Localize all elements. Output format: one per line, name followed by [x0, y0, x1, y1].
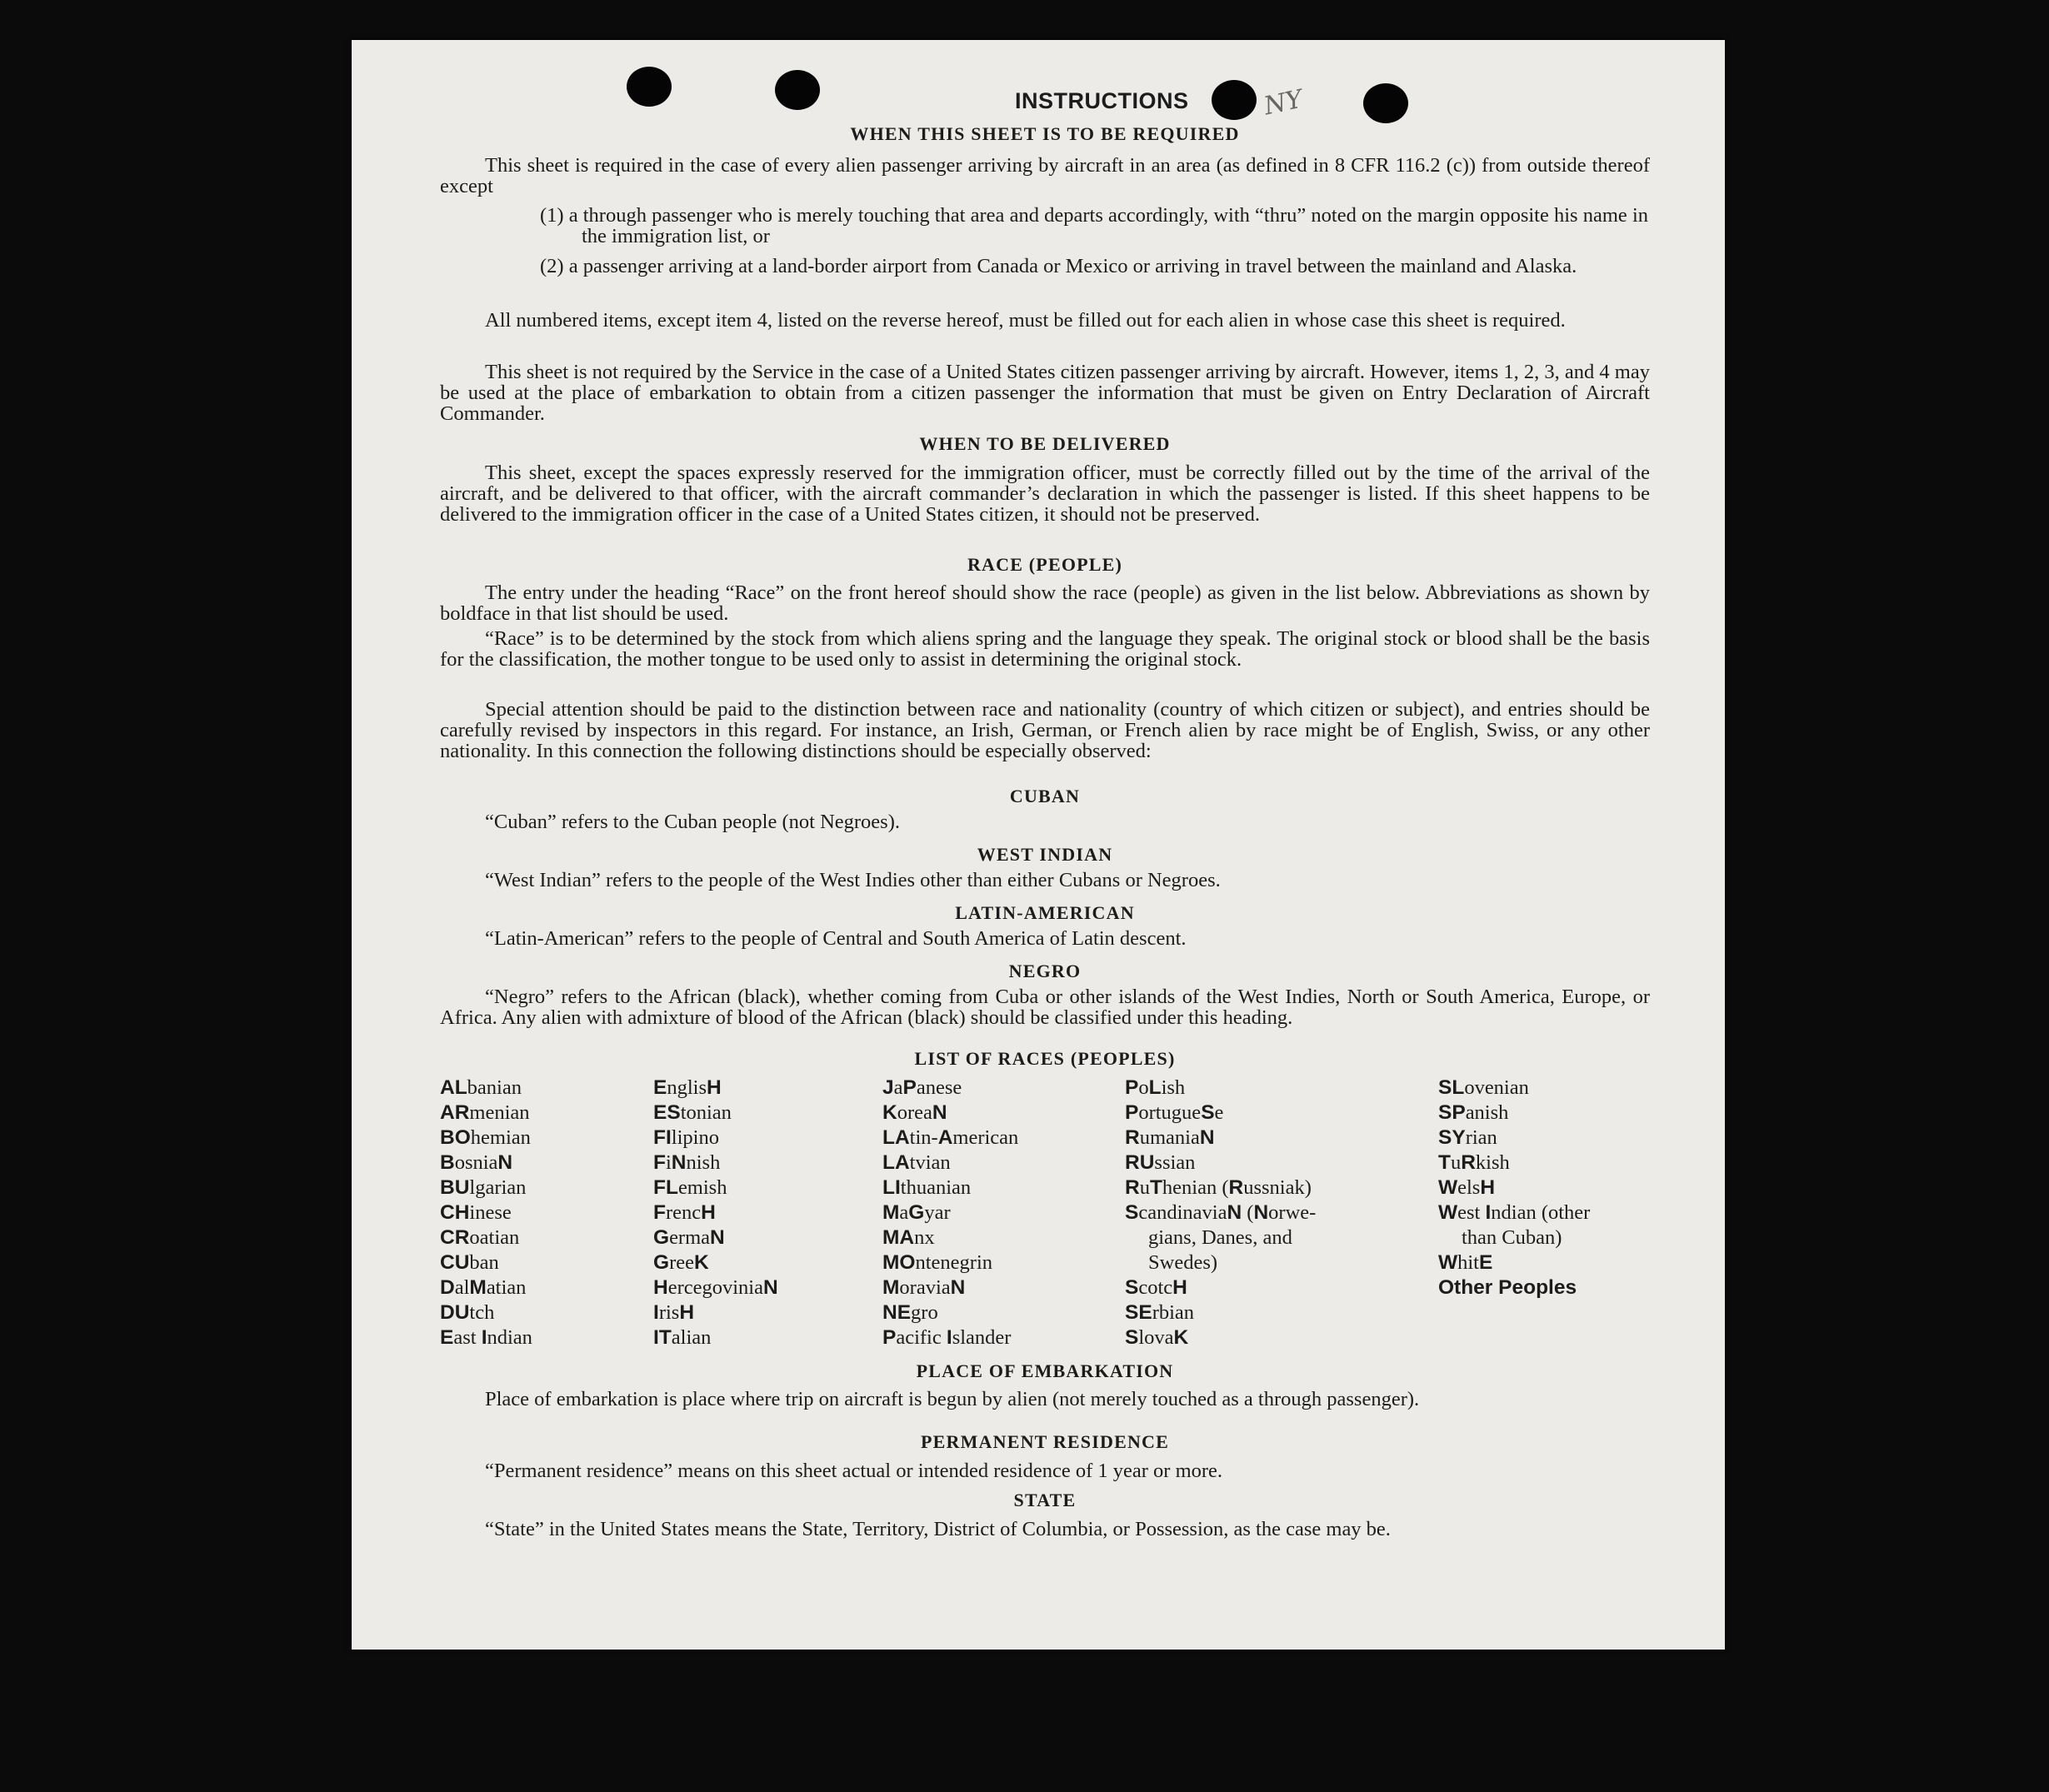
- heading-latin-american: LATIN-AMERICAN: [955, 902, 1135, 923]
- race-entry: ALbanian: [440, 1076, 522, 1099]
- heading-cuban: CUBAN: [1009, 786, 1081, 806]
- race-entry: GreeK: [653, 1251, 709, 1274]
- delivered-paragraph: This sheet, except the spaces expressly reserved for the immigration officer, must be correctly filled out by the time of the arrival of the aircraft, and be delivered to that officer, with the aircraft commander’s declaration in which the passenger is listed. If this sheet happens to be delivered to the immigration officer in the case of a United States citizen, it should not be preserved.: [440, 462, 1650, 526]
- race-entry: PortugueSe: [1125, 1101, 1224, 1124]
- race-entry: SPanish: [1438, 1101, 1509, 1124]
- race-entry: CRoatian: [440, 1226, 520, 1249]
- race-entry: MaGyar: [882, 1201, 951, 1224]
- race-entry: MAnx: [882, 1226, 935, 1249]
- race-entry: LAtvian: [882, 1151, 951, 1174]
- race-entry: LIthuanian: [882, 1176, 972, 1199]
- heading-list-of-races: LIST OF RACES (PEOPLES): [914, 1048, 1176, 1069]
- race-column-3: [882, 1076, 1018, 1350]
- race-entry: BosniaN: [440, 1151, 513, 1174]
- race-entry: FIlipino: [653, 1126, 719, 1149]
- race-entry: IrisH: [653, 1301, 695, 1324]
- race-entry: FiNnish: [653, 1151, 721, 1174]
- race-entry: Other Peoples: [1438, 1276, 1577, 1299]
- race-entry: WhitE: [1438, 1251, 1493, 1274]
- race-entry: EStonian: [653, 1101, 732, 1124]
- race-paragraph-2: “Race” is to be determined by the stock from which aliens spring and the language they speak. The original stock or blood shall be the basis for the classification, the mother tongue to be used only to assist in determining the original stock.: [440, 627, 1650, 671]
- heading-required: WHEN THIS SHEET IS TO BE REQUIRED: [850, 123, 1240, 144]
- race-entry: ARmenian: [440, 1101, 530, 1124]
- race-entry: FLemish: [653, 1176, 727, 1199]
- race-entry: ITalian: [653, 1326, 712, 1349]
- punch-hole: [775, 70, 820, 110]
- race-entry: CUban: [440, 1251, 499, 1274]
- race-entry: DUtch: [440, 1301, 495, 1324]
- negro-text: “Negro” refers to the African (black), whether coming from Cuba or other islands of the West Indies, North or South America, Europe, or Africa. Any alien with admixture of blood of the African (black) should be classified under this heading.: [440, 986, 1650, 1029]
- race-entry: FrencH: [653, 1201, 716, 1224]
- race-column-1: [440, 1076, 532, 1350]
- exception-item-1: (1) a through passenger who is merely touching that area and departs accordingly, with “thru” noted on the margin opposite his name in the immigration list, or: [540, 204, 1648, 247]
- race-entry: WelsH: [1438, 1176, 1496, 1199]
- state-text: “State” in the United States means the State, Territory, District of Columbia, or Possession, as the case may be.: [485, 1518, 1391, 1540]
- race-entry: than Cuban): [1462, 1226, 1562, 1249]
- race-column-4: [1125, 1076, 1316, 1350]
- punch-hole: [1212, 80, 1257, 120]
- race-entry: MOntenegrin: [882, 1251, 993, 1274]
- punch-hole: [1363, 83, 1408, 123]
- residence-text: “Permanent residence” means on this sheet actual or intended residence of 1 year or more.: [485, 1460, 1223, 1482]
- race-entry: DalMatian: [440, 1276, 527, 1299]
- heading-race: RACE (PEOPLE): [967, 554, 1123, 575]
- latin-american-text: “Latin-American” refers to the people of Central and South America of Latin descent.: [485, 927, 1187, 950]
- race-entry: SYrian: [1438, 1126, 1497, 1149]
- race-entry: JaPanese: [882, 1076, 962, 1099]
- race-entry: Pacific Islander: [882, 1326, 1012, 1349]
- cuban-text: “Cuban” refers to the Cuban people (not Negroes).: [485, 811, 900, 833]
- race-entry: TuRkish: [1438, 1151, 1510, 1174]
- race-entry: BOhemian: [440, 1126, 531, 1149]
- race-entry: SErbian: [1125, 1301, 1195, 1324]
- race-entry: SLovenian: [1438, 1076, 1529, 1099]
- race-entry: ScandinaviaN (Norwe-: [1125, 1201, 1317, 1224]
- heading-negro: NEGRO: [1008, 961, 1082, 981]
- race-entry: MoraviaN: [882, 1276, 966, 1299]
- embarkation-text: Place of embarkation is place where trip on aircraft is begun by alien (not merely touched as a through passenger).: [485, 1388, 1420, 1410]
- heading-embarkation: PLACE OF EMBARKATION: [916, 1360, 1174, 1381]
- race-entry: HercegoviniaN: [653, 1276, 778, 1299]
- race-column-2: [653, 1076, 778, 1350]
- heading-delivered: WHEN TO BE DELIVERED: [919, 433, 1171, 454]
- page-title: INSTRUCTIONS: [1015, 88, 1189, 113]
- race-entry: BUlgarian: [440, 1176, 527, 1199]
- heading-west-indian: WEST INDIAN: [977, 844, 1113, 865]
- west-indian-text: “West Indian” refers to the people of the West Indies other than either Cubans or Negroes.: [485, 869, 1221, 891]
- document-page: [352, 40, 1725, 1650]
- race-column-5: [1438, 1076, 1590, 1300]
- race-entry: RuThenian (Russniak): [1125, 1176, 1312, 1199]
- race-entry: PoLish: [1125, 1076, 1186, 1099]
- race-entry: SlovaK: [1125, 1326, 1189, 1349]
- race-entry: Swedes): [1148, 1251, 1218, 1274]
- race-paragraph-3: Special attention should be paid to the distinction between race and nationality (country of which citizen or subject), and entries should be carefully revised by inspectors in this regard. For instance, an Irish, German, or French alien by race might be of English, Swiss, or any other nationality. In this connection the following distinctions should be especially observed:: [440, 698, 1650, 762]
- race-paragraph-1: The entry under the heading “Race” on the front hereof should show the race (people) as given in the list below. Abbreviations as shown by boldface in that list should be used.: [440, 582, 1650, 625]
- race-entry: NEgro: [882, 1301, 938, 1324]
- exception-item-2: (2) a passenger arriving at a land-border airport from Canada or Mexico or arriving in travel between the mainland and Alaska.: [540, 255, 1577, 277]
- race-entry: EnglisH: [653, 1076, 722, 1099]
- heading-state: STATE: [1013, 1490, 1077, 1510]
- race-entry: LAtin-American: [882, 1126, 1019, 1149]
- race-entry: gians, Danes, and: [1148, 1226, 1292, 1249]
- required-paragraph-1: This sheet is required in the case of every alien passenger arriving by aircraft in an area (as defined in 8 CFR 116.2 (c)) from outside thereof except: [440, 154, 1650, 197]
- race-entry: GermaN: [653, 1226, 725, 1249]
- required-paragraph-3: This sheet is not required by the Service in the case of a United States citizen passenger arriving by aircraft. However, items 1, 2, 3, and 4 may be used at the place of embarkation to obtain from a citizen passenger the information that must be given on Entry Declaration of Aircraft Commander.: [440, 361, 1650, 425]
- race-entry: CHinese: [440, 1201, 512, 1224]
- punch-hole: [627, 67, 672, 107]
- heading-residence: PERMANENT RESIDENCE: [920, 1431, 1170, 1452]
- required-paragraph-2: All numbered items, except item 4, listed on the reverse hereof, must be filled out for each alien in whose case this sheet is required.: [485, 309, 1566, 332]
- race-entry: RUssian: [1125, 1151, 1196, 1174]
- race-entry: ScotcH: [1125, 1276, 1187, 1299]
- race-entry: KoreaN: [882, 1101, 947, 1124]
- race-entry: West Indian (other: [1438, 1201, 1591, 1224]
- handwritten-mark: NY: [1261, 84, 1306, 122]
- race-entry: East Indian: [440, 1326, 532, 1349]
- race-entry: RumaniaN: [1125, 1126, 1215, 1149]
